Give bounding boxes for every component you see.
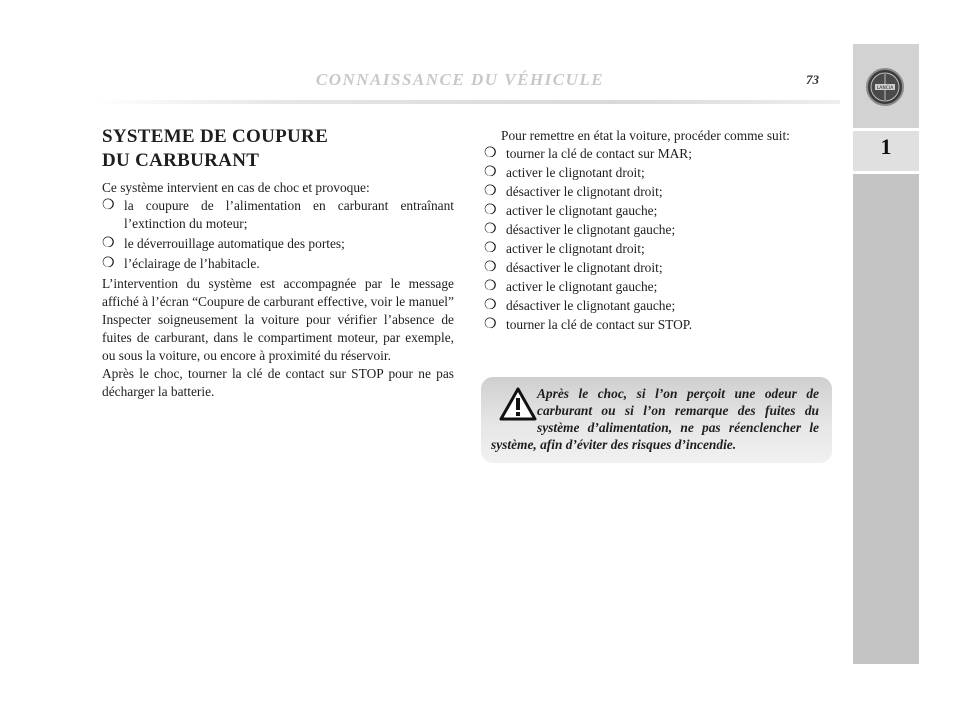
list-item [484,240,830,258]
warning-text-content: Après le choc, si l’on perçoit une odeur de carburant ou si l’on remarque des fuites du système d’alimentation, ne pas réenclencher le système, afin d’éviter des risques d’incendie. [491,386,819,452]
bullet-icon: ❍ [484,203,497,218]
list-item [484,183,830,201]
list-item [484,202,830,220]
paragraph: L’intervention du système est accompagnée par le message affiché à l’écran “Coupure de carburant effective, voir le manuel” [102,276,454,309]
list-item-text: désactiver le clignotant droit; [506,260,663,275]
logo-text: LANCIA [876,86,894,91]
bullet-icon: ❍ [484,241,497,256]
list-item-text: désactiver le clignotant droit; [506,184,663,199]
list-item [102,255,454,273]
list-item-text: activer le clignotant gauche; [506,203,658,218]
list-item [484,316,830,334]
list-item [102,235,454,253]
list-item-text: désactiver le clignotant gauche; [506,298,676,313]
warning-text [491,385,819,453]
bullet-icon: ❍ [484,184,497,199]
list-item [102,197,454,233]
procedure-intro: Pour remettre en état la voiture, procéder comme suit: [501,128,790,143]
list-item [484,221,830,239]
lancia-badge-icon [866,68,904,106]
list-item-text: la coupure de l’alimentation en carburant entraînant l’extinction du moteur; [124,198,454,231]
bullet-icon: ❍ [484,298,497,313]
chapter-sidebar [853,44,919,664]
list-item-text: activer le clignotant gauche; [506,279,658,294]
left-column [102,179,454,401]
list-item [484,145,830,163]
list-item [484,259,830,277]
list-item-text: tourner la clé de contact sur MAR; [506,146,692,161]
intro-text: Ce système intervient en cas de choc et provoque: [102,180,370,195]
page-number: 73 [806,72,819,87]
bullet-icon: ❍ [484,279,497,294]
bullet-icon: ❍ [484,222,497,237]
list-item-text: activer le clignotant droit; [506,165,645,180]
paragraph: Inspecter soigneusement la voiture pour vérifier l’absence de fuites de carburant, dans le compartiment moteur, par exemple, ou sous la voiture, ou encore à proximité du réservoir. [102,312,454,363]
section-title-line2: DU CARBURANT [102,150,260,171]
list-item-text: tourner la clé de contact sur STOP. [506,317,693,332]
bullet-icon: ❍ [484,317,497,332]
bullet-icon: ❍ [102,236,115,251]
sidebar-chapter-cell [853,131,919,174]
chapter-header-title: CONNAISSANCE DU VÉHICULE [315,70,605,89]
list-item [484,164,830,182]
section-title [102,125,328,173]
procedure-steps [484,145,830,334]
sidebar-logo-cell [853,44,919,131]
bullet-icon: ❍ [102,198,115,213]
warning-box [481,377,832,463]
header-rule [95,100,840,104]
chapter-number: 1 [880,134,892,159]
right-column [484,127,830,336]
list-item-text: activer le clignotant droit; [506,241,645,256]
section-title-line1: SYSTEME DE COUPURE [102,126,329,147]
effects-list [102,197,454,273]
list-item [484,297,830,315]
list-item-text: l’éclairage de l’habitacle. [124,256,260,271]
paragraph: Après le choc, tourner la clé de contact sur STOP pour ne pas décharger la batterie. [102,366,454,399]
list-item-text: le déverrouillage automatique des portes; [124,236,345,251]
list-item [484,278,830,296]
bullet-icon: ❍ [484,146,497,161]
bullet-icon: ❍ [102,256,115,271]
bullet-icon: ❍ [484,260,497,275]
bullet-icon: ❍ [484,165,497,180]
list-item-text: désactiver le clignotant gauche; [506,222,676,237]
